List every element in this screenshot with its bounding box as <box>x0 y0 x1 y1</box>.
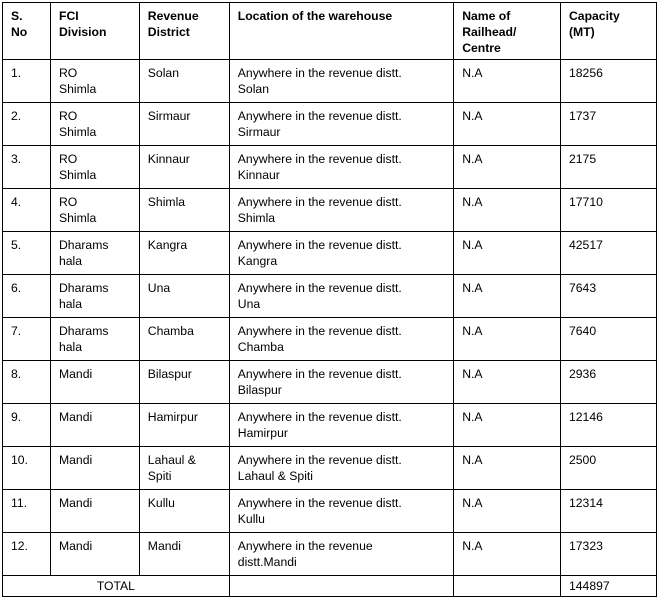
cell-district-line: Hamirpur <box>147 410 198 424</box>
cell-location-line: Anywhere in the revenue distt. <box>237 66 402 80</box>
cell-division-line: RO <box>59 109 78 123</box>
cell-district-line: Lahaul & <box>147 453 196 467</box>
cell-district <box>139 318 229 361</box>
cell-capacity: 2500 <box>560 447 656 490</box>
cell-district <box>139 447 229 490</box>
cell-division-line: hala <box>59 297 83 311</box>
table-row <box>3 318 657 361</box>
cell-capacity: 12146 <box>560 404 656 447</box>
cell-division-line: Shimla <box>59 211 97 225</box>
cell-division-line: hala <box>59 254 83 268</box>
cell-sno: 8. <box>3 361 51 404</box>
table-row <box>3 533 657 576</box>
cell-location-line: distt.Mandi <box>237 555 297 569</box>
cell-location <box>229 103 453 146</box>
cell-division <box>51 447 140 490</box>
table-row <box>3 103 657 146</box>
cell-division-line: Shimla <box>59 125 97 139</box>
cell-district-line: Shimla <box>147 195 186 209</box>
cell-railhead: N.A <box>454 318 561 361</box>
cell-district <box>139 232 229 275</box>
header-capacity: Capacity (MT) <box>560 3 656 60</box>
cell-location-line: Shimla <box>237 211 276 225</box>
cell-district-line: Spiti <box>147 469 172 483</box>
cell-division <box>51 490 140 533</box>
cell-location <box>229 318 453 361</box>
cell-division-line: hala <box>59 340 83 354</box>
cell-location-line: Sirmaur <box>237 125 281 139</box>
total-capacity: 144897 <box>560 576 656 597</box>
header-location: Location of the warehouse <box>229 3 453 60</box>
cell-division-line: Dharams <box>59 238 109 252</box>
cell-location-line: Bilaspur <box>237 383 282 397</box>
cell-division-line: RO <box>59 152 78 166</box>
cell-location-line: Lahaul & Spiti <box>237 469 314 483</box>
cell-division-line: Mandi <box>59 539 93 553</box>
cell-location-line: Anywhere in the revenue distt. <box>237 410 402 424</box>
cell-sno: 4. <box>3 189 51 232</box>
cell-division-line: Shimla <box>59 168 97 182</box>
cell-division-line: Mandi <box>59 410 93 424</box>
cell-location-line: Anywhere in the revenue distt. <box>237 238 402 252</box>
cell-sno: 6. <box>3 275 51 318</box>
cell-railhead: N.A <box>454 361 561 404</box>
header-division: FCI Division <box>51 3 140 60</box>
cell-division <box>51 60 140 103</box>
cell-district <box>139 361 229 404</box>
cell-location-line: Chamba <box>237 340 284 354</box>
header-railhead: Name of Railhead/ Centre <box>454 3 561 60</box>
cell-division-line: RO <box>59 195 78 209</box>
table-row <box>3 361 657 404</box>
cell-sno: 5. <box>3 232 51 275</box>
cell-railhead: N.A <box>454 189 561 232</box>
cell-district-line: Kullu <box>147 496 175 510</box>
cell-capacity: 42517 <box>560 232 656 275</box>
cell-division <box>51 404 140 447</box>
total-location-empty <box>229 576 453 597</box>
cell-district <box>139 490 229 533</box>
total-row <box>3 576 657 597</box>
table-row <box>3 447 657 490</box>
cell-railhead: N.A <box>454 146 561 189</box>
cell-location <box>229 533 453 576</box>
cell-sno: 3. <box>3 146 51 189</box>
header-district: Revenue District <box>139 3 229 60</box>
cell-capacity: 17710 <box>560 189 656 232</box>
cell-sno: 7. <box>3 318 51 361</box>
cell-division-line: Mandi <box>59 367 93 381</box>
cell-district-line: Kinnaur <box>147 152 190 166</box>
cell-location-line: Kullu <box>237 512 265 526</box>
cell-division-line: RO <box>59 66 78 80</box>
cell-district <box>139 533 229 576</box>
cell-location-line: Anywhere in the revenue distt. <box>237 453 402 467</box>
cell-division-line: Dharams <box>59 324 109 338</box>
cell-location-line: Anywhere in the revenue distt. <box>237 152 402 166</box>
cell-division <box>51 533 140 576</box>
cell-division <box>51 146 140 189</box>
cell-railhead: N.A <box>454 490 561 533</box>
cell-capacity: 7643 <box>560 275 656 318</box>
cell-railhead: N.A <box>454 60 561 103</box>
cell-railhead: N.A <box>454 232 561 275</box>
cell-division-line: Mandi <box>59 453 93 467</box>
cell-capacity: 2175 <box>560 146 656 189</box>
cell-location-line: Anywhere in the revenue distt. <box>237 281 402 295</box>
cell-capacity: 1737 <box>560 103 656 146</box>
cell-division <box>51 361 140 404</box>
cell-railhead: N.A <box>454 103 561 146</box>
cell-railhead: N.A <box>454 447 561 490</box>
cell-district <box>139 60 229 103</box>
cell-sno: 10. <box>3 447 51 490</box>
cell-location-line: Anywhere in the revenue distt. <box>237 195 402 209</box>
cell-location <box>229 275 453 318</box>
cell-location-line: Anywhere in the revenue <box>237 539 373 553</box>
table-row <box>3 146 657 189</box>
table-row <box>3 404 657 447</box>
cell-railhead: N.A <box>454 404 561 447</box>
cell-location <box>229 146 453 189</box>
table-row <box>3 275 657 318</box>
cell-location-line: Hamirpur <box>237 426 288 440</box>
cell-location <box>229 447 453 490</box>
table-row <box>3 232 657 275</box>
cell-location <box>229 60 453 103</box>
total-railhead-empty <box>454 576 561 597</box>
cell-location <box>229 490 453 533</box>
cell-district <box>139 275 229 318</box>
cell-division <box>51 232 140 275</box>
cell-district-line: Una <box>147 281 171 295</box>
cell-location <box>229 232 453 275</box>
header-row <box>3 3 657 60</box>
cell-location <box>229 404 453 447</box>
cell-capacity: 7640 <box>560 318 656 361</box>
cell-division-line: Shimla <box>59 82 97 96</box>
cell-capacity: 18256 <box>560 60 656 103</box>
cell-location <box>229 361 453 404</box>
total-label: TOTAL <box>3 576 230 597</box>
cell-district-line: Chamba <box>147 324 194 338</box>
cell-location-line: Anywhere in the revenue distt. <box>237 109 402 123</box>
cell-location-line: Anywhere in the revenue distt. <box>237 367 402 381</box>
cell-district <box>139 103 229 146</box>
table-row <box>3 189 657 232</box>
cell-division-line: Dharams <box>59 281 109 295</box>
cell-sno: 11. <box>3 490 51 533</box>
cell-location-line: Kinnaur <box>237 168 280 182</box>
cell-division <box>51 189 140 232</box>
cell-district <box>139 146 229 189</box>
table-row <box>3 490 657 533</box>
table-row <box>3 60 657 103</box>
header-sno: S. No <box>3 3 51 60</box>
cell-location-line: Una <box>237 297 261 311</box>
cell-division <box>51 275 140 318</box>
cell-sno: 9. <box>3 404 51 447</box>
cell-capacity: 2936 <box>560 361 656 404</box>
cell-location-line: Anywhere in the revenue distt. <box>237 324 402 338</box>
warehouse-capacity-table <box>2 2 657 597</box>
cell-district <box>139 404 229 447</box>
cell-division <box>51 318 140 361</box>
cell-sno: 12. <box>3 533 51 576</box>
cell-district-line: Kangra <box>147 238 188 252</box>
cell-capacity: 12314 <box>560 490 656 533</box>
cell-capacity: 17323 <box>560 533 656 576</box>
cell-district-line: Bilaspur <box>147 367 192 381</box>
cell-division-line: Mandi <box>59 496 93 510</box>
cell-railhead: N.A <box>454 275 561 318</box>
cell-district <box>139 189 229 232</box>
cell-district-line: Mandi <box>147 539 181 553</box>
cell-location-line: Solan <box>237 82 269 96</box>
cell-district-line: Solan <box>147 66 179 80</box>
cell-railhead: N.A <box>454 533 561 576</box>
cell-district-line: Sirmaur <box>147 109 191 123</box>
cell-division <box>51 103 140 146</box>
cell-sno: 1. <box>3 60 51 103</box>
cell-location <box>229 189 453 232</box>
cell-location-line: Kangra <box>237 254 278 268</box>
cell-location-line: Anywhere in the revenue distt. <box>237 496 402 510</box>
cell-sno: 2. <box>3 103 51 146</box>
table-body <box>3 60 657 576</box>
